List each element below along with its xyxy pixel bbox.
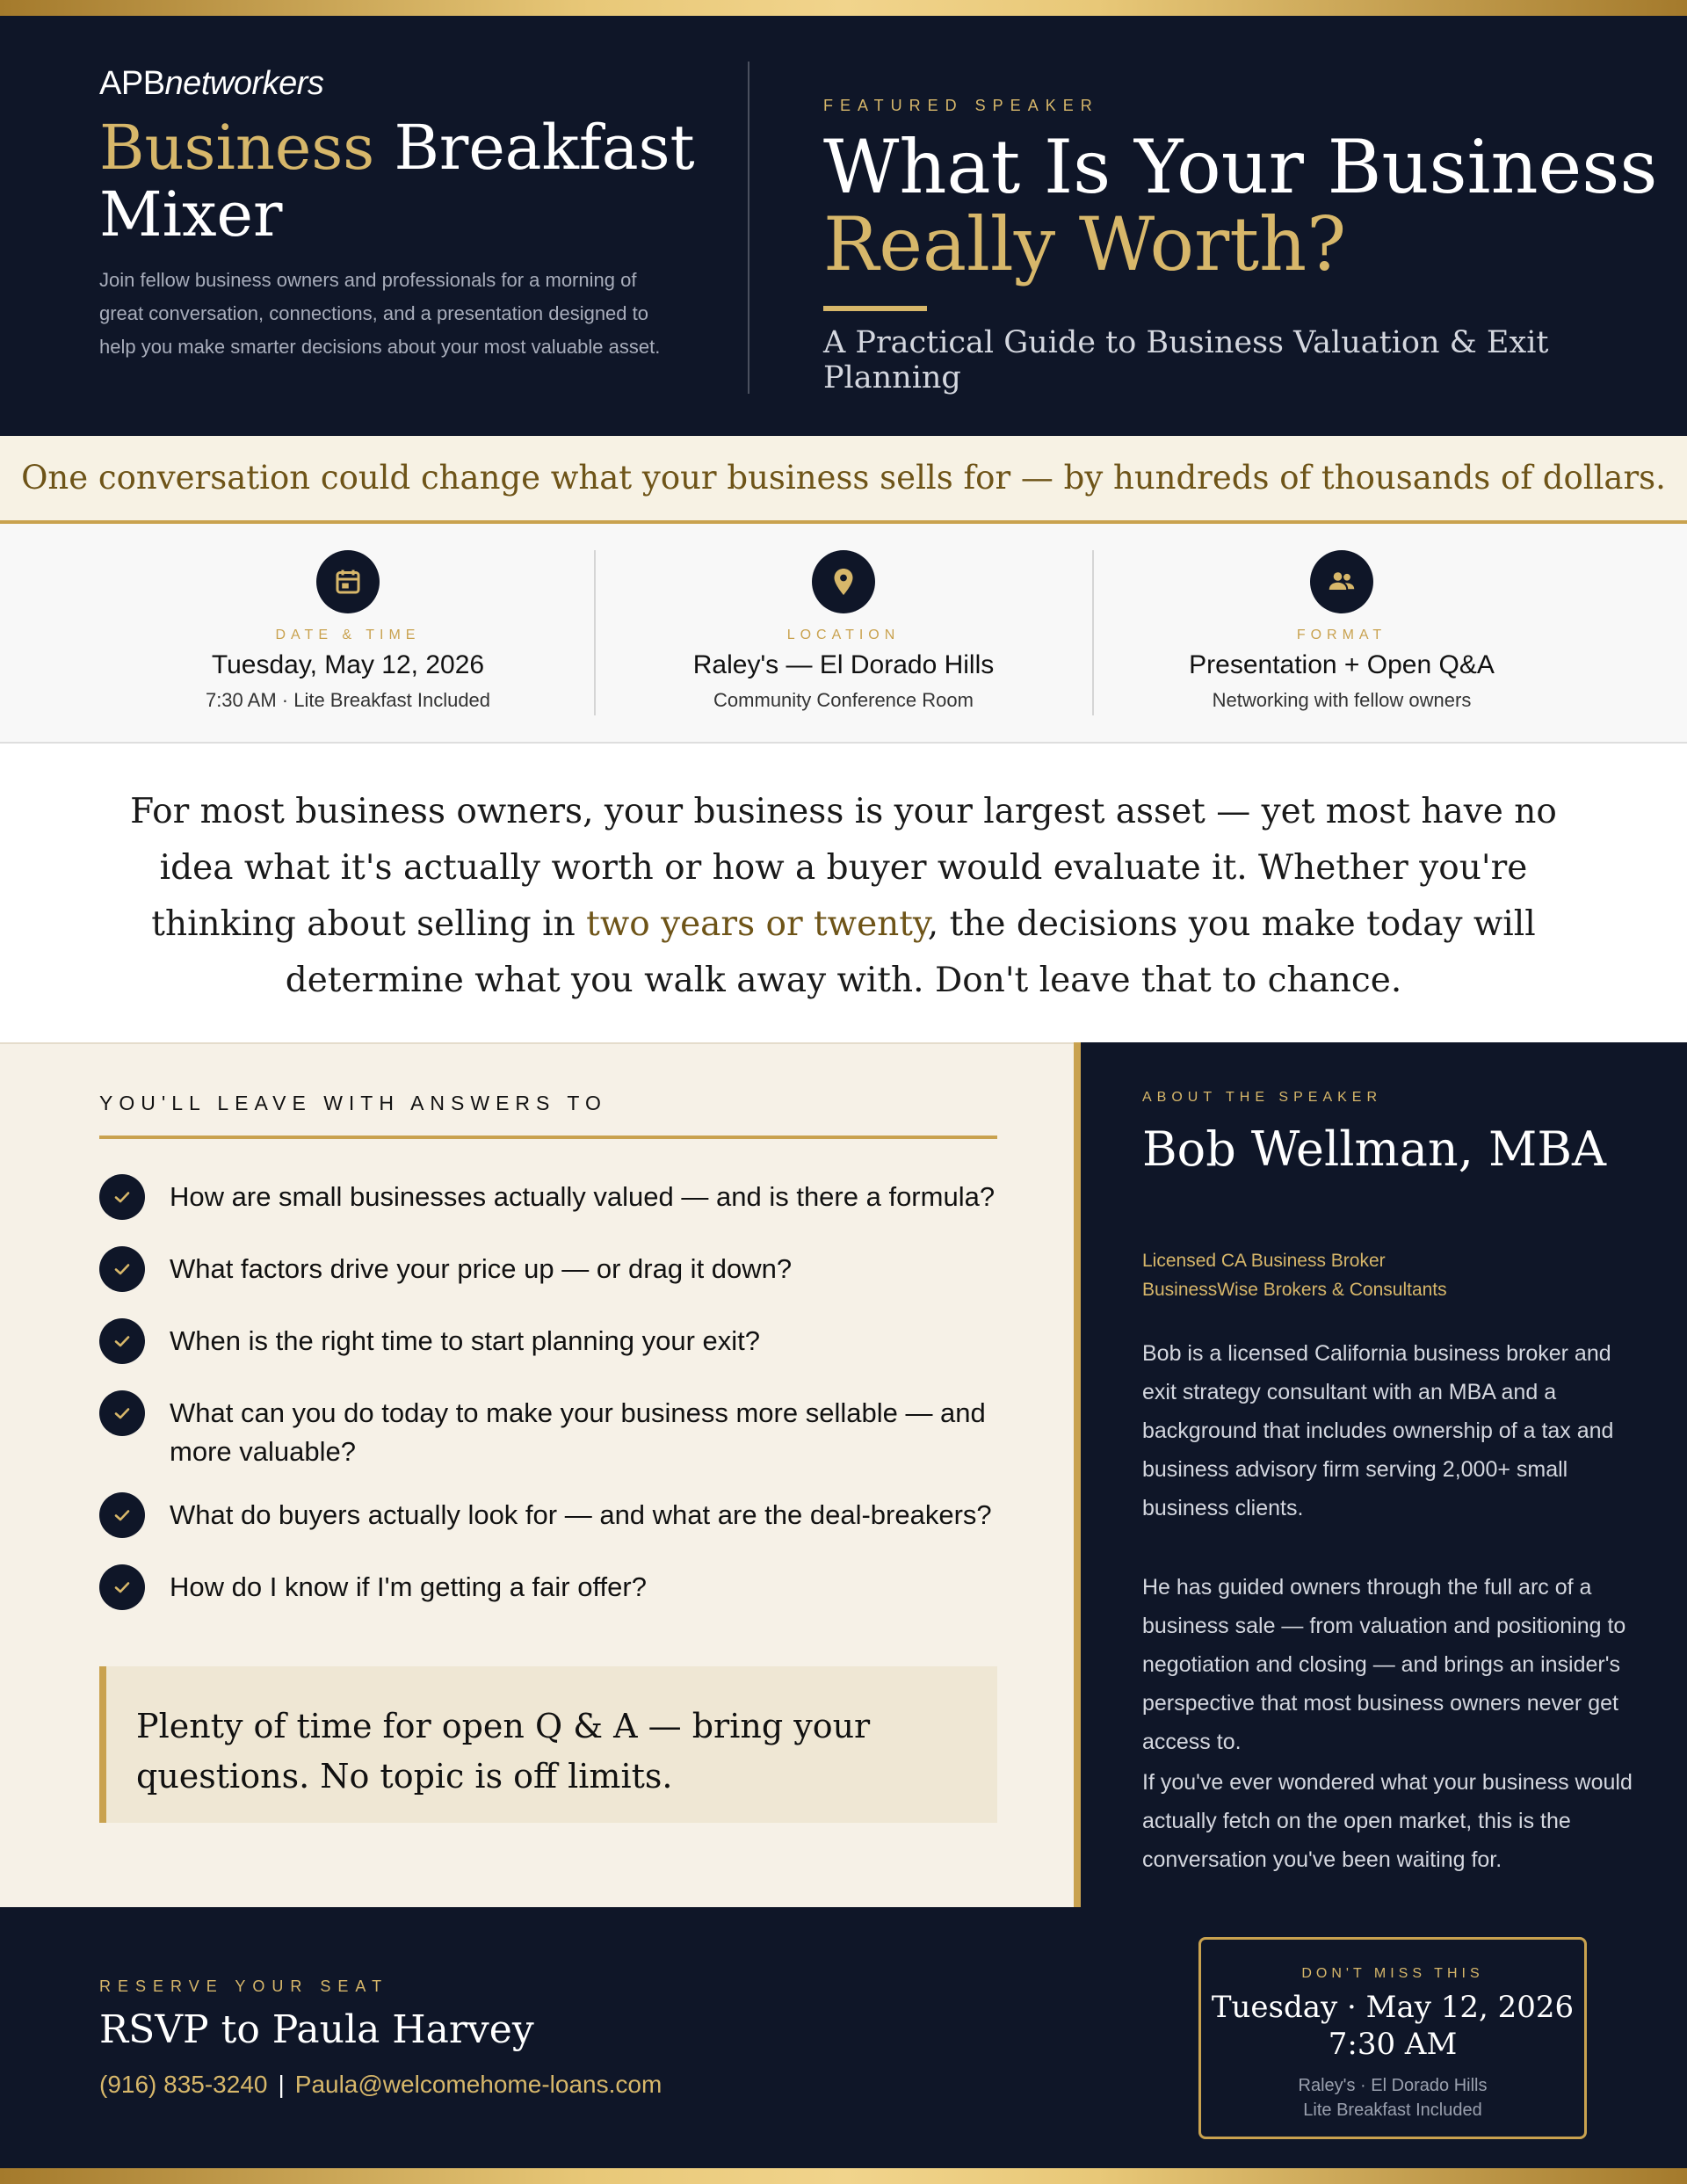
event-title: Business Breakfast Mixer [99,112,695,250]
speaker-credentials: Licensed CA Business Broker BusinessWise Brokers & Consultants [1142,1251,1447,1300]
info-detail: 7:30 AM · Lite Breakfast Included [205,689,491,711]
rsvp-email-link[interactable]: Paula@welcomehome-loans.com [294,2071,662,2098]
check-icon [99,1174,145,1220]
question-text: How are small businesses actually valued — and is there a formula? [170,1181,996,1212]
dont-miss-label: DON'T MISS THIS [1301,1966,1484,1981]
check-icon [99,1318,145,1364]
calendar-icon [316,550,380,613]
talk-title-underline [823,306,927,311]
people-icon [1310,550,1373,613]
talk-subtitle: A Practical Guide to Business Valuation & Exit Planning [823,325,1549,395]
qa-callout [99,1666,997,1823]
info-detail: Networking with fellow owners [1212,689,1472,711]
rsvp-name: RSVP to Paula Harvey [99,2007,534,2052]
speaker-bio-paragraph: If you've ever wondered what your business would actually fetch on the open market, this is the conversation you've been waiting for. [1142,1770,1633,1872]
rsvp-label: RESERVE YOUR SEAT [99,1977,389,1995]
featured-speaker-label: FEATURED SPEAKER [823,97,1099,114]
footer [0,1907,1687,2168]
rsvp-contact [99,2071,662,2099]
dont-miss-details: Raley's · El Dorado Hills Lite Breakfast Included [1298,2076,1488,2120]
callout-text: Plenty of time for open Q & A — bring your questions. No topic is off limits. [136,1707,871,1796]
check-icon [99,1564,145,1610]
speaker-name: Bob Wellman, MBA [1142,1121,1607,1177]
check-icon [99,1390,145,1436]
brand-logo: APBnetworkers [99,65,324,102]
info-detail: Community Conference Room [713,689,974,711]
tagline-band [0,436,1687,524]
intro-highlight: two years or twenty [586,904,928,944]
header-divider [748,62,749,394]
rsvp-phone-link[interactable]: (916) 835-3240 [99,2071,268,2098]
question-text: What can you do today to make your business more sellable — and more valuable? [170,1397,986,1467]
info-location [595,524,1092,742]
question-text: What do buyers actually look for — and what are the deal-breakers? [170,1499,992,1530]
check-icon [99,1246,145,1292]
info-format [1093,524,1590,742]
answers-heading: YOU'LL LEAVE WITH ANSWERS TO [99,1092,607,1114]
event-description: Join fellow business owners and professionals for a morning of great conversation, connections, and a presentation designed to help you make smarter decisions about your most valuable asset. [99,269,661,358]
talk-title: What Is Your Business Really Worth? [823,124,1658,287]
answers-section [0,1042,1074,1909]
question-text: What factors drive your price up — or drag it down? [170,1253,793,1284]
info-date-time [99,524,597,742]
info-value: Raley's — El Dorado Hills [692,650,995,679]
speaker-heading: ABOUT THE SPEAKER [1142,1090,1383,1105]
info-label: DATE & TIME [275,628,421,642]
info-label: FORMAT [1296,628,1387,642]
info-value: Presentation + Open Q&A [1189,650,1495,679]
dont-miss-date: Tuesday · May 12, 2026 7:30 AM [1211,1990,1575,2062]
check-icon [99,1492,145,1538]
bottom-gold-bar [0,2168,1687,2184]
info-label: LOCATION [786,628,901,642]
intro-section [0,744,1687,1042]
info-value: Tuesday, May 12, 2026 [211,650,485,679]
speaker-bio-paragraph: He has guided owners through the full arc of a business sale — from valuation and positioning to negotiation and closing — and brings an insider's perspective that most business owners never get access to. [1142,1575,1626,1754]
contact-separator: | [278,2071,285,2098]
question-text: When is the right time to start planning your exit? [170,1325,760,1356]
intro-paragraph: For most business owners, your business is your largest asset — yet most have no idea what it's actually worth or how a buyer would evaluate it. Whether you're thinking about selling in two years or twenty, the decisions you make today will determine what you walk away with. Don't leave that to chance. [130,792,1557,1000]
tagline: One conversation could change what your business sells for — by hundreds of thousands of dollars. [21,459,1666,497]
top-gold-bar [0,0,1687,16]
dont-miss-box [1198,1937,1587,2139]
answers-rule [99,1136,997,1139]
speaker-bio-paragraph: Bob is a licensed California business broker and exit strategy consultant with an MBA and a background that includes ownership of a tax and business advisory firm serving 2,000+ small business clients. [1142,1341,1614,1520]
event-info-strip [0,524,1687,744]
location-pin-icon [812,550,875,613]
question-text: How do I know if I'm getting a fair offer? [170,1571,647,1602]
speaker-section [1074,1042,1687,1907]
header [0,16,1687,436]
